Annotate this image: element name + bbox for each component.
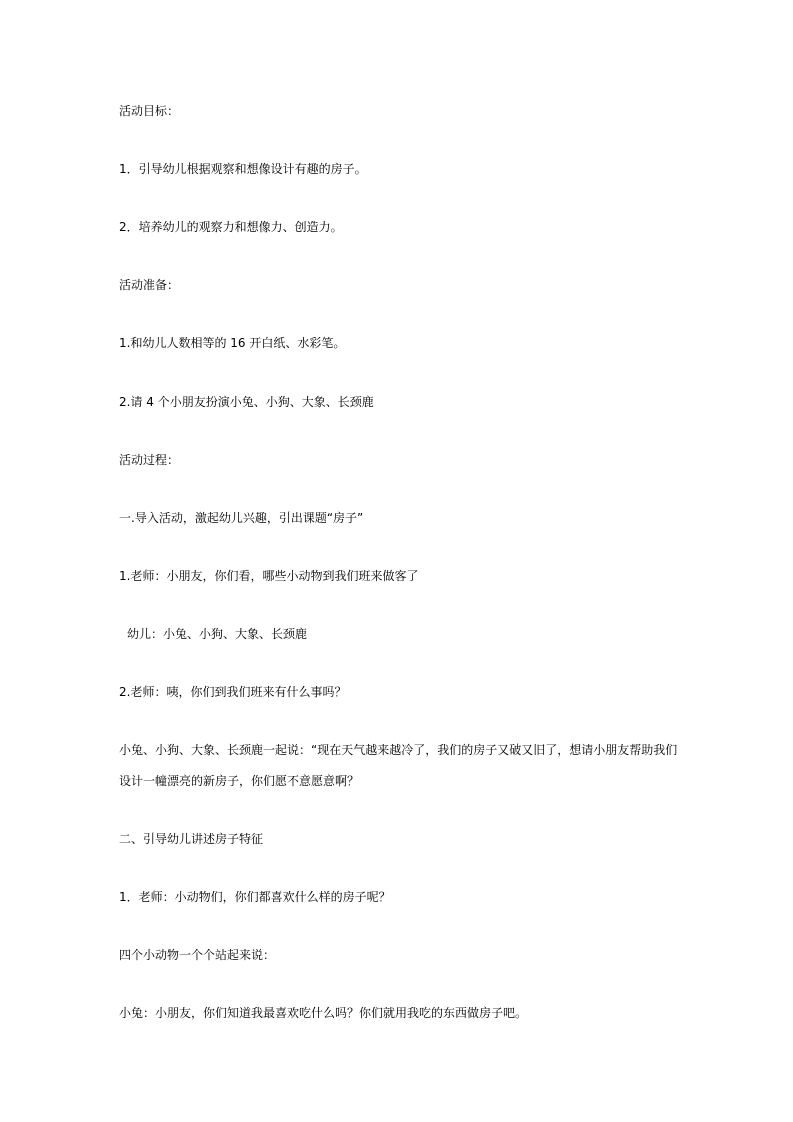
process-section-1-title: 一.导入活动，激起幼儿兴趣，引出课题“房子” [119,511,364,525]
goal-item-2: 2．培养幼儿的观察力和想像力、创造力。 [119,220,343,234]
teacher-line-2: 2.老师：咦，你们到我们班来有什么事吗？ [119,685,347,699]
goal-item-1: 1．引导幼儿根据观察和想像设计有趣的房子。 [119,162,367,176]
animals-speech-line-2: 设计一幢漂亮的新房子，你们愿不意愿意啊？ [119,774,360,788]
preparation-item-2: 2.请 4 个小朋友扮演小兔、小狗、大象、长颈鹿 [119,395,374,409]
teacher-question: 1．老师：小动物们，你们都喜欢什么样的房子呢？ [119,890,391,904]
children-response: 幼儿：小兔、小狗、大象、长颈鹿 [127,627,308,641]
rabbit-speech: 小兔：小朋友，你们知道我最喜欢吃什么吗？你们就用我吃的东西做房子吧。 [119,1006,528,1020]
heading-activity-preparation: 活动准备： [119,278,180,292]
process-section-2-title: 二、引导幼儿讲述房子特征 [119,832,264,846]
heading-activity-goals: 活动目标： [119,104,180,118]
heading-activity-process: 活动过程： [119,453,180,467]
animals-speech-line-1: 小兔、小狗、大象、长颈鹿一起说：“现在天气越来越冷了，我们的房子又破又旧了，想请小朋友帮助我们 [119,743,678,757]
animals-intro: 四个小动物一个个站起来说： [119,948,276,962]
teacher-line-1: 1.老师：小朋友，你们看，哪些小动物到我们班来做客了 [119,569,419,583]
preparation-item-1: 1.和幼儿人数相等的 16 开白纸、水彩笔。 [119,336,346,350]
